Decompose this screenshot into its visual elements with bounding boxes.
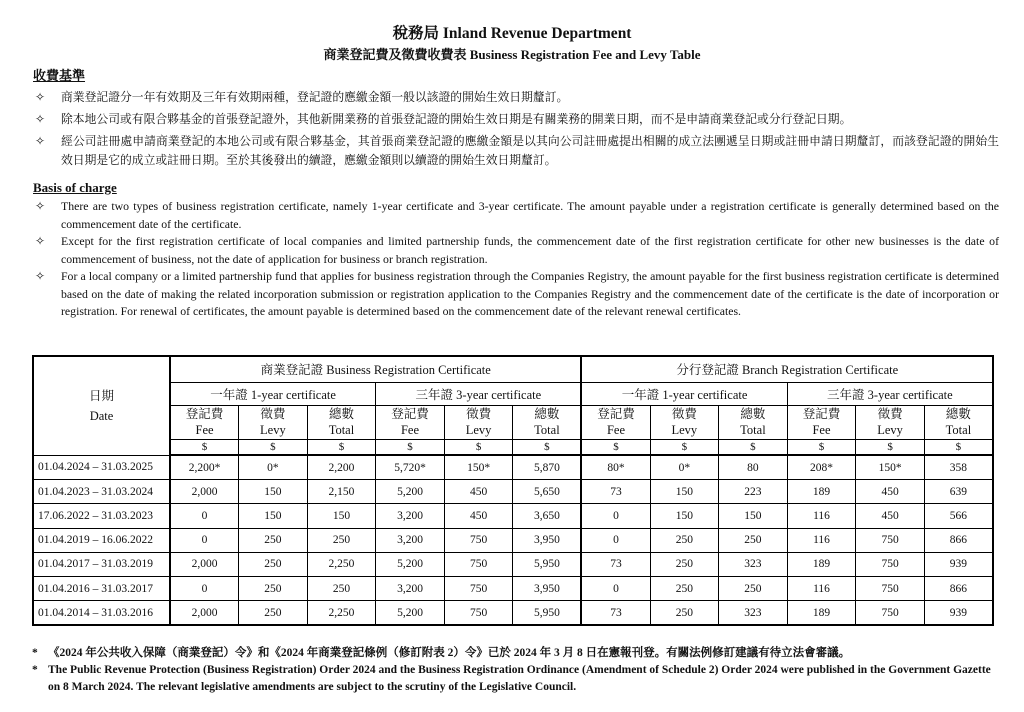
amount-cell: 116 (787, 504, 856, 528)
amount-cell: 250 (650, 528, 719, 552)
column-header-total: 總數 Total (513, 405, 582, 439)
amount-cell: 250 (239, 552, 308, 576)
amount-cell: 5,870 (513, 455, 582, 480)
amount-cell: 150 (239, 480, 308, 504)
column-header-total: 總數 Total (307, 405, 376, 439)
amount-cell: 2,250 (307, 601, 376, 626)
list-item: ✧ Except for the first registration certificate of local companies and limited partnership funds, the commencement date of the first registration certificate for other new businesses is the date of commencement of business, not the date of application for business or branch registration. (33, 233, 999, 268)
amount-cell: 3,950 (513, 576, 582, 600)
amount-cell: 450 (856, 504, 925, 528)
amount-cell: 150 (650, 480, 719, 504)
basis-en-heading: Basis of charge (33, 180, 117, 195)
amount-cell: 189 (787, 552, 856, 576)
star-bullet-icon: ✧ (35, 199, 45, 213)
amount-cell: 5,200 (376, 480, 445, 504)
amount-cell: 250 (650, 601, 719, 626)
amount-cell: 2,000 (170, 552, 239, 576)
amount-cell: 5,650 (513, 480, 582, 504)
amount-cell: 208* (787, 455, 856, 480)
amount-cell: 3,200 (376, 504, 445, 528)
date-range-cell: 01.04.2023 – 31.03.2024 (33, 480, 170, 504)
table-row (33, 601, 993, 626)
date-range-cell: 01.04.2024 – 31.03.2025 (33, 455, 170, 480)
amount-cell: 2,250 (307, 552, 376, 576)
star-bullet-icon: ✧ (35, 269, 45, 283)
amount-cell: 939 (924, 601, 993, 626)
amount-cell: 150* (444, 455, 513, 480)
amount-cell: 3,650 (513, 504, 582, 528)
amount-cell: 5,950 (513, 552, 582, 576)
amount-cell: 80 (719, 455, 788, 480)
amount-cell: 639 (924, 480, 993, 504)
amount-cell: 223 (719, 480, 788, 504)
amount-cell: 250 (307, 576, 376, 600)
amount-cell: 250 (650, 576, 719, 600)
amount-cell: 0* (239, 455, 308, 480)
subgroup-header: 一年證 1-year certificate (581, 382, 787, 405)
amount-cell: 150 (650, 504, 719, 528)
amount-cell: 2,000 (170, 480, 239, 504)
star-bullet-icon: ✧ (35, 134, 45, 148)
amount-cell: 250 (239, 601, 308, 626)
subgroup-header: 三年證 3-year certificate (376, 382, 582, 405)
column-header-total: 總數 Total (924, 405, 993, 439)
currency-label: $ (719, 439, 788, 455)
amount-cell: 750 (444, 601, 513, 626)
amount-cell: 150 (307, 504, 376, 528)
date-range-cell: 01.04.2017 – 31.03.2019 (33, 552, 170, 576)
table-row (33, 504, 993, 528)
star-bullet-icon: ✧ (35, 234, 45, 248)
page-subtitle: 商業登記費及徵費收費表 Business Registration Fee and Levy Table (323, 47, 701, 62)
amount-cell: 323 (719, 601, 788, 626)
column-header-fee: 登記費 Fee (787, 405, 856, 439)
footnote: * 《2024 年公共收入保障（商業登記）令》和《2024 年商業登記條例（修訂附表 2）令》已於 2024 年 3 月 8 日在憲報刊登。有關法例修訂建議有待立法會審議。 (32, 647, 851, 659)
amount-cell: 150 (719, 504, 788, 528)
column-header-levy: 徵費 Levy (856, 405, 925, 439)
amount-cell: 358 (924, 455, 993, 480)
table-row (33, 528, 993, 552)
date-column-header: 日期 Date (33, 356, 170, 455)
amount-cell: 150 (239, 504, 308, 528)
list-item: ✧ There are two types of business registration certificate, namely 1-year certificate and 3-year certificate. The amount payable under a registration certificate is generally determined based on the commencement date of the certificate. (33, 198, 999, 233)
amount-cell: 3,950 (513, 528, 582, 552)
star-bullet-icon: ✧ (35, 112, 45, 126)
amount-cell: 0 (581, 504, 650, 528)
currency-label: $ (307, 439, 376, 455)
basis-zh-heading: 收費基準 (33, 68, 86, 83)
amount-cell: 5,200 (376, 601, 445, 626)
amount-cell: 450 (444, 504, 513, 528)
list-item: ✧ 除本地公司或有限合夥基金的首張登記證外，其他新開業務的首張登記證的開始生效日期是有關業務的開業日期，而不是申請商業登記或分行登記日期。 (33, 110, 999, 129)
amount-cell: 250 (719, 528, 788, 552)
amount-cell: 250 (239, 576, 308, 600)
amount-cell: 2,150 (307, 480, 376, 504)
amount-cell: 750 (444, 528, 513, 552)
amount-cell: 2,200* (170, 455, 239, 480)
amount-cell: 80* (581, 455, 650, 480)
list-item: ✧ 商業登記證分一年有效期及三年有效期兩種，登記證的應繳金額一般以該證的開始生效日期釐訂。 (33, 88, 999, 107)
amount-cell: 450 (444, 480, 513, 504)
amount-cell: 73 (581, 552, 650, 576)
table-row (33, 576, 993, 600)
amount-cell: 73 (581, 601, 650, 626)
amount-cell: 3,200 (376, 528, 445, 552)
currency-label: $ (170, 439, 239, 455)
fee-levy-table (32, 355, 994, 626)
amount-cell: 0 (581, 528, 650, 552)
basis-en-list (33, 198, 999, 321)
amount-cell: 450 (856, 480, 925, 504)
amount-cell: 0 (170, 504, 239, 528)
currency-label: $ (856, 439, 925, 455)
date-range-cell: 17.06.2022 – 31.03.2023 (33, 504, 170, 528)
amount-cell: 73 (581, 480, 650, 504)
page-title: 稅務局 Inland Revenue Department (392, 25, 632, 42)
list-item: ✧ For a local company or a limited partnership fund that applies for business registration through the Companies Registry, the amount payable for the first business registration certificate is determined based on the date of making the related incorporation submission or registration application to the Companies Registry and the commencement date of the certificate is the date of incorporation or registration. For renewal of certificates, the amount payable is determined based on the commencement date of the relevant renewal certificates. (33, 268, 999, 321)
amount-cell: 116 (787, 576, 856, 600)
amount-cell: 150* (856, 455, 925, 480)
star-bullet-icon: ✧ (35, 90, 45, 104)
amount-cell: 0* (650, 455, 719, 480)
group-header-branch: 分行登記證 Branch Registration Certificate (581, 356, 993, 382)
amount-cell: 2,000 (170, 601, 239, 626)
currency-label: $ (650, 439, 719, 455)
amount-cell: 866 (924, 576, 993, 600)
column-header-levy: 徵費 Levy (239, 405, 308, 439)
footnotes (32, 645, 998, 696)
amount-cell: 866 (924, 528, 993, 552)
amount-cell: 5,950 (513, 601, 582, 626)
amount-cell: 116 (787, 528, 856, 552)
column-header-fee: 登記費 Fee (170, 405, 239, 439)
amount-cell: 5,720* (376, 455, 445, 480)
amount-cell: 750 (444, 576, 513, 600)
currency-label: $ (513, 439, 582, 455)
amount-cell: 939 (924, 552, 993, 576)
amount-cell: 0 (170, 528, 239, 552)
amount-cell: 566 (924, 504, 993, 528)
amount-cell: 3,200 (376, 576, 445, 600)
amount-cell: 5,200 (376, 552, 445, 576)
date-range-cell: 01.04.2019 – 16.06.2022 (33, 528, 170, 552)
amount-cell: 250 (719, 576, 788, 600)
currency-label: $ (581, 439, 650, 455)
date-range-cell: 01.04.2016 – 31.03.2017 (33, 576, 170, 600)
currency-label: $ (376, 439, 445, 455)
amount-cell: 750 (856, 528, 925, 552)
table-row (33, 480, 993, 504)
column-header-fee: 登記費 Fee (581, 405, 650, 439)
basis-zh-list (33, 88, 999, 173)
amount-cell: 750 (856, 601, 925, 626)
column-header-levy: 徵費 Levy (650, 405, 719, 439)
amount-cell: 750 (856, 552, 925, 576)
amount-cell: 2,200 (307, 455, 376, 480)
subgroup-header: 一年證 1-year certificate (170, 382, 376, 405)
list-item: ✧ 經公司註冊處申請商業登記的本地公司或有限合夥基金，其首張商業登記證的應繳金額是以其向公司註冊處提出相關的成立法團遞呈日期或註冊申請日期釐訂，而該登記證的開始生效日期是它的成立或註冊日期。至於其後發出的續證，應繳金額則以續證的開始生效日期釐訂。 (33, 132, 999, 170)
amount-cell: 750 (444, 552, 513, 576)
table-row (33, 455, 993, 480)
footnote: * The Public Revenue Protection (Business Registration) Order 2024 and the Business Registration Ordinance (Amendment of Schedule 2) Order 2024 were published in the Government Gazette on 8 March 2024. The relevant legislative amendments are subject to the scrutiny of the Legislative Council. (32, 664, 991, 693)
date-range-cell: 01.04.2014 – 31.03.2016 (33, 601, 170, 626)
currency-label: $ (444, 439, 513, 455)
currency-label: $ (787, 439, 856, 455)
amount-cell: 250 (650, 552, 719, 576)
table-row (33, 552, 993, 576)
amount-cell: 323 (719, 552, 788, 576)
amount-cell: 0 (170, 576, 239, 600)
currency-label: $ (924, 439, 993, 455)
column-header-total: 總數 Total (719, 405, 788, 439)
column-header-levy: 徵費 Levy (444, 405, 513, 439)
amount-cell: 189 (787, 480, 856, 504)
amount-cell: 250 (307, 528, 376, 552)
group-header-business: 商業登記證 Business Registration Certificate (170, 356, 581, 382)
currency-label: $ (239, 439, 308, 455)
column-header-fee: 登記費 Fee (376, 405, 445, 439)
amount-cell: 750 (856, 576, 925, 600)
amount-cell: 250 (239, 528, 308, 552)
subgroup-header: 三年證 3-year certificate (787, 382, 993, 405)
amount-cell: 189 (787, 601, 856, 626)
amount-cell: 0 (581, 576, 650, 600)
